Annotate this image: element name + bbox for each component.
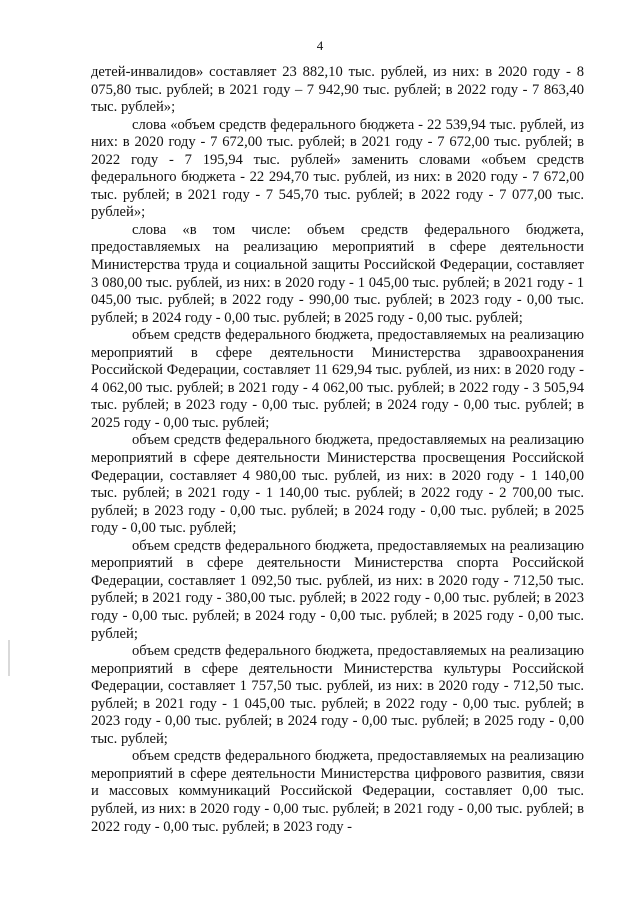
paragraph-ministry-education: объем средств федерального бюджета, предоставляемых на реализацию мероприятий в сфере деятельности Министерства просвещения Российской Федерации, составляет 4 980,00 тыс. рублей, из них: в 2020 году - 1 140,00 тыс. рублей; в 2021 году - 1 140,00 тыс. рублей; в 2022 году - 2 700,00 тыс. рублей; в 2023 году - 0,00 тыс. рублей; в 2024 году - 0,00 тыс. рублей; в 2025 году - 0,00 тыс. рублей; [91,432,584,537]
scan-edge-mark [8,640,10,676]
paragraph-ministry-sport: объем средств федерального бюджета, предоставляемых на реализацию мероприятий в сфере деятельности Министерства спорта Российской Федерации, составляет 1 092,50 тыс. рублей, из них: в 2020 году - 712,50 тыс. рублей; в 2021 году - 380,00 тыс. рублей; в 2022 году - 0,00 тыс. рублей; в 2023 году - 0,00 тыс. рублей; в 2024 году - 0,00 тыс. рублей; в 2025 году - 0,00 тыс. рублей; [91,537,584,642]
paragraph-ministry-health: объем средств федерального бюджета, предоставляемых на реализацию мероприятий в сфере деятельности Министерства здравоохранения Российской Федерации, составляет 11 629,94 тыс. рублей, из них: в 2020 году - 4 062,00 тыс. рублей; в 2021 году - 4 062,00 тыс. рублей; в 2022 году - 3 505,94 тыс. рублей; в 2023 году - 0,00 тыс. рублей; в 2024 году - 0,00 тыс. рублей; в 2025 году - 0,00 тыс. рублей; [91,327,584,431]
paragraph-federal-budget-replacement: слова «объем средств федерального бюджета - 22 539,94 тыс. рублей, из них: в 2020 году - 7 672,00 тыс. рублей; в 2021 году - 7 672,00 тыс. рублей; в 2022 году - 7 195,94 тыс. рублей» заменить словами «объем средств федерального бюджета - 22 294,70 тыс. рублей, из них: в 2020 году - 7 672,00 тыс. рублей; в 2021 году - 7 545,70 тыс. рублей; в 2022 году - 7 077,00 тыс. рублей»; [91,116,584,221]
document-body [91,64,584,836]
paragraph-ministry-labor: слова «в том числе: объем средств федерального бюджета, предоставляемых на реализацию мероприятий в сфере деятельности Министерства труда и социальной защиты Российской Федерации, составляет 3 080,00 тыс. рублей, из них: в 2020 году - 1 045,00 тыс. рублей; в 2021 году - 1 045,00 тыс. рублей; в 2022 году - 990,00 тыс. рублей; в 2023 году - 0,00 тыс. рублей; в 2024 году - 0,00 тыс. рублей; в 2025 году - 0,00 тыс. рублей; [91,221,584,326]
page-number: 4 [316,38,324,53]
paragraph-ministry-culture: объем средств федерального бюджета, предоставляемых на реализацию мероприятий в сфере деятельности Министерства культуры Российской Федерации, составляет 1 757,50 тыс. рублей, из них: в 2020 году - 712,50 тыс. рублей; в 2021 году - 1 045,00 тыс. рублей; в 2022 году - 0,00 тыс. рублей; в 2023 году - 0,00 тыс. рублей; в 2024 году - 0,00 тыс. рублей; в 2025 году - 0,00 тыс. рублей; [91,643,584,747]
paragraph-ministry-digital: объем средств федерального бюджета, предоставляемых на реализацию мероприятий в сфере деятельности Министерства цифрового развития, связи и массовых коммуникаций Российской Федерации, составляет 0,00 тыс. рублей, из них: в 2020 году - 0,00 тыс. рублей; в 2021 году - 0,00 тыс. рублей; в 2022 году - 0,00 тыс. рублей; в 2023 году - [91,748,584,835]
paragraph-continuation: детей-инвалидов» составляет 23 882,10 тыс. рублей, из них: в 2020 году - 8 075,80 тыс. рублей; в 2021 году – 7 942,90 тыс. рублей; в 2022 году - 7 863,40 тыс. рублей»; [91,64,584,116]
